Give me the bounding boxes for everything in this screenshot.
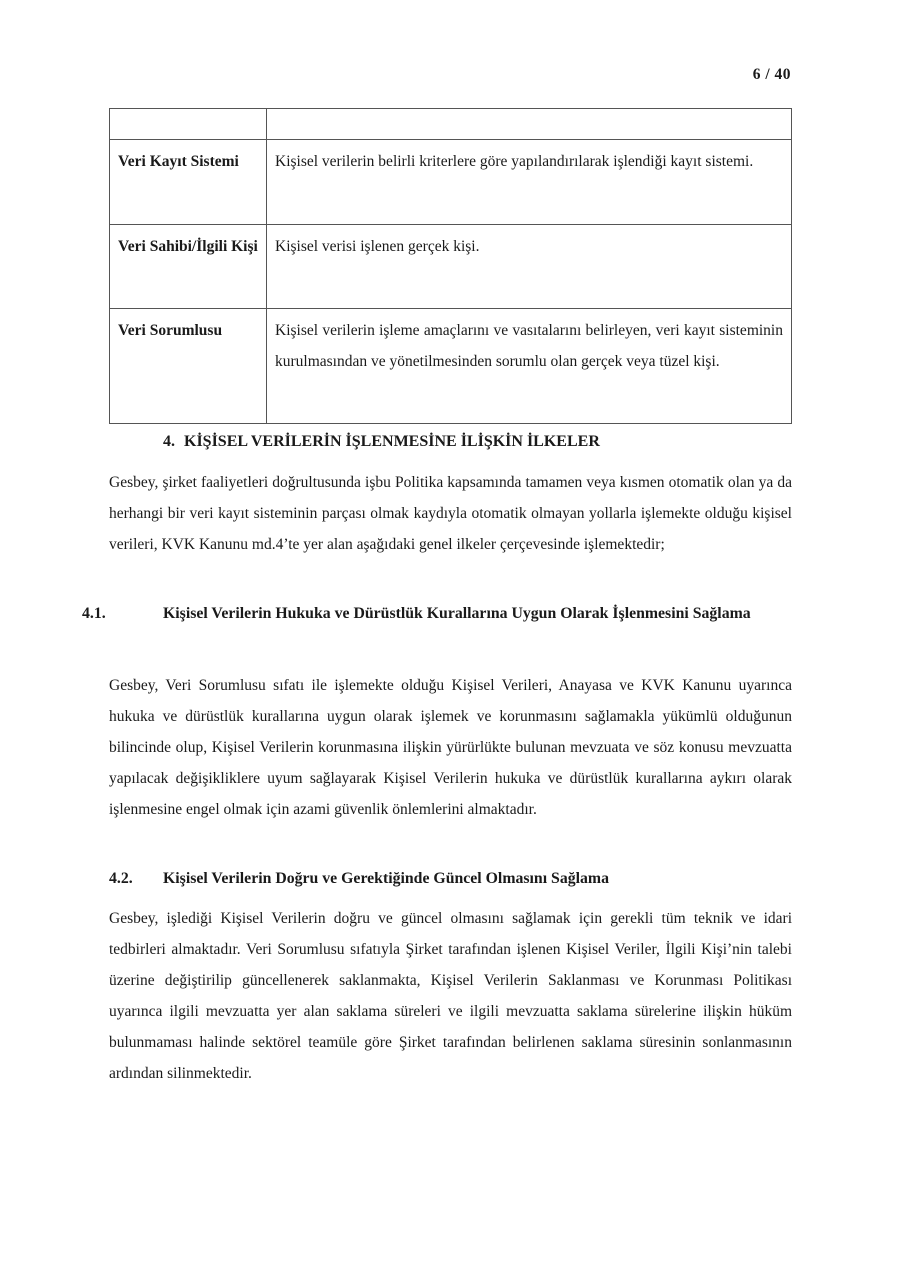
definitions-table: [109, 108, 792, 424]
definition-description: Kişisel verisi işlenen gerçek kişi.: [267, 225, 792, 309]
subsection-number: 4.1.: [82, 605, 106, 622]
subsection-title: Kişisel Verilerin Hukuka ve Dürüstlük Kurallarına Uygun Olarak İşlenmesini Sağlama: [163, 605, 751, 622]
section-title: KİŞİSEL VERİLERİN İŞLENMESİNE İLİŞKİN İLKELER: [184, 433, 600, 450]
subsection-paragraph: Gesbey, Veri Sorumlusu sıfatı ile işlemekte olduğu Kişisel Verileri, Anayasa ve KVK Kanunu uyarınca hukuka ve dürüstlük kurallarına uygun olarak işlemek ve korunmasını sağlamakla yükümlü olduğunun bilincinde olup, Kişisel Verilerin korunmasına ilişkin yürürlükte bulunan mevzuata ve söz konusu mevzuatta yapılacak değişikliklere uyum sağlayarak Kişisel Verilerin hukuka ve dürüstlük kurallarına aykırı olarak işlenmesine engel olmak için azami güvenlik önlemlerini almaktadır.: [109, 677, 792, 818]
definition-description: Kişisel verilerin belirli kriterlere göre yapılandırılarak işlendiği kayıt sistemi.: [267, 140, 792, 225]
subsection-heading: [82, 598, 792, 629]
subsection-paragraph: Gesbey, işlediği Kişisel Verilerin doğru ve güncel olmasını sağlamak için gerekli tüm teknik ve idari tedbirleri almaktadır. Veri Sorumlusu sıfatıyla Şirket tarafından işlenen Kişisel Veriler, İlgili Kişi’nin talebi üzerine değiştirilip güncellenerek saklanmakta, Kişisel Verilerin Saklanması ve Korunması Politikası uyarınca ilgili mevzuatta yer alan saklama süreleri ve ilgili mevzuatta saklama sürelerine ilişkin hüküm bulunmaması halinde sektörel teamüle göre Şirket tarafından belirlenen saklama süresinin sonlanmasının ardından silinmektedir.: [109, 910, 792, 1082]
subsection-heading: [109, 863, 792, 894]
definition-description: [267, 109, 792, 140]
definition-term: Veri Kayıt Sistemi: [110, 140, 267, 225]
definition-description: Kişisel verilerin işleme amaçlarını ve vasıtalarını belirleyen, veri kayıt sisteminin kurulmasından ve yönetilmesinden sorumlu olan gerçek veya tüzel kişi.: [267, 309, 792, 424]
section-number: 4.: [163, 433, 175, 450]
table-row: [110, 309, 792, 424]
definition-term: [110, 109, 267, 140]
subsection-title: Kişisel Verilerin Doğru ve Gerektiğinde Güncel Olmasını Sağlama: [163, 870, 609, 887]
definition-term: Veri Sahibi/İlgili Kişi: [110, 225, 267, 309]
section-heading: [163, 430, 600, 454]
table-row: [110, 225, 792, 309]
table-row: [110, 109, 792, 140]
page-number: 6 / 40: [752, 66, 791, 83]
table-row: [110, 140, 792, 225]
subsection-number: 4.2.: [109, 870, 133, 887]
section-intro-paragraph: Gesbey, şirket faaliyetleri doğrultusunda işbu Politika kapsamında tamamen veya kısmen otomatik olan ya da herhangi bir veri kayıt sisteminin parçası olmak kaydıyla otomatik olmayan yollarla işlemekte olduğu kişisel verileri, KVK Kanunu md.4’te yer alan aşağıdaki genel ilkeler çerçevesinde işlemektedir;: [109, 474, 792, 553]
definition-term: Veri Sorumlusu: [110, 309, 267, 424]
